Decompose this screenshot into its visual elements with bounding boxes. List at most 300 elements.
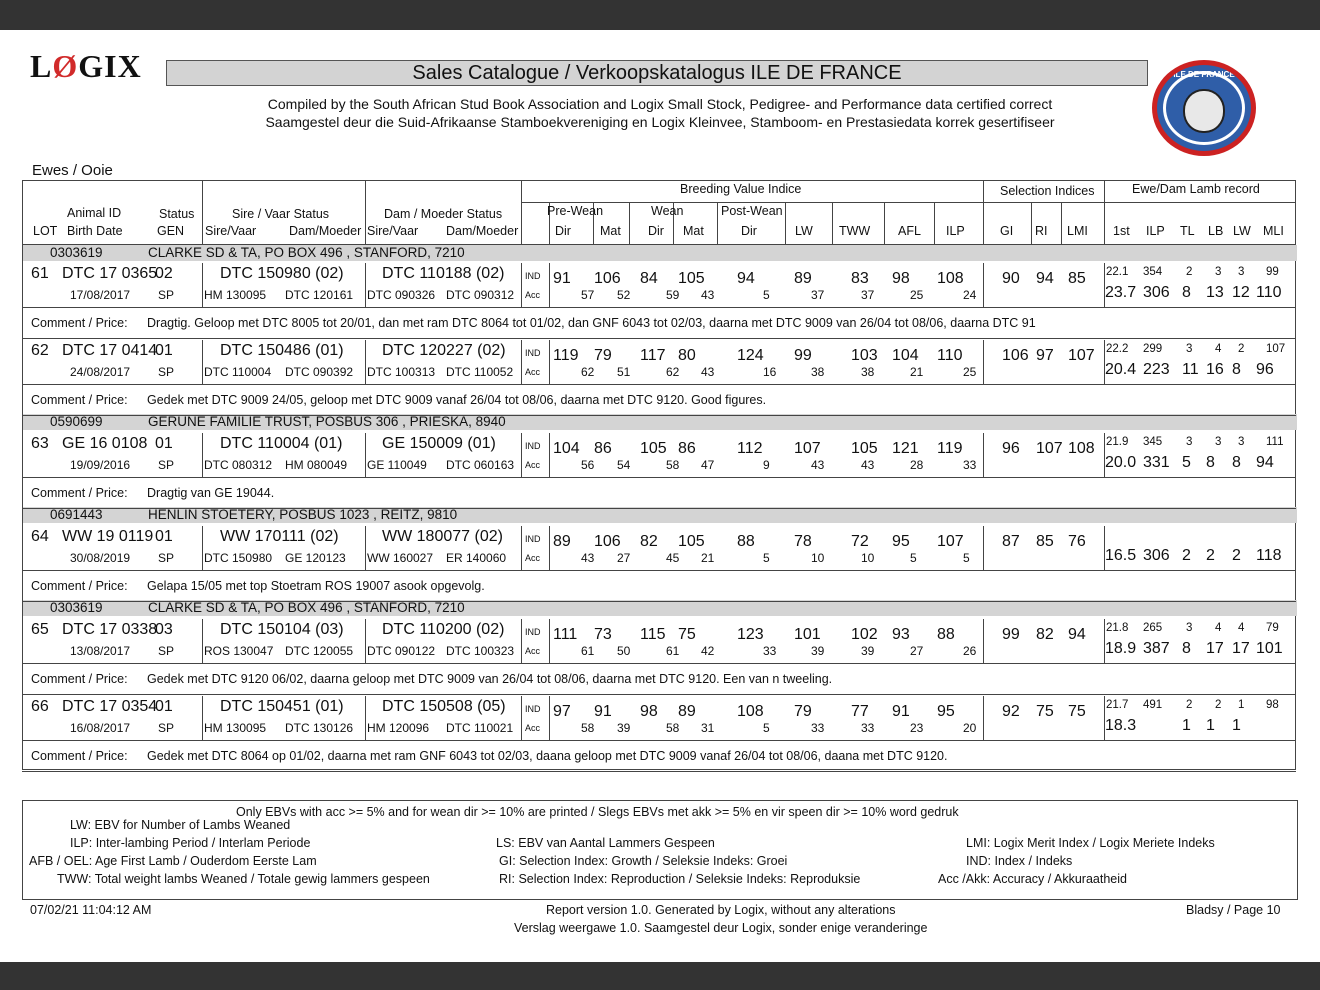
col-lot: LOT: [33, 224, 58, 238]
ewe-record-1: 2: [1215, 699, 1222, 711]
ind-label: IND: [525, 704, 541, 714]
ebv-index: 88: [737, 533, 755, 550]
ewe-record-1: 1: [1238, 699, 1245, 711]
acc-label: Acc: [525, 723, 541, 733]
animal-id: GE 16 0108: [62, 435, 148, 452]
lmi-index: 94: [1068, 626, 1086, 643]
ebv-index: 86: [678, 440, 696, 457]
ebv-accuracy: 33: [811, 721, 825, 735]
ebv-accuracy: 47: [701, 458, 715, 472]
comment-label: Comment / Price:: [31, 749, 128, 763]
col-animal-id: Animal ID: [67, 206, 122, 220]
legend-ilp: ILP: Inter-lambing Period / Interlam Periode: [70, 836, 311, 850]
ebv-accuracy: 43: [701, 365, 715, 379]
ewe-record-1: 3: [1215, 266, 1222, 278]
lmi-index: 107: [1068, 347, 1095, 364]
dam-of-sire: GE 120123: [285, 551, 346, 565]
ebv-accuracy: 5: [763, 551, 770, 565]
grid-line: [202, 263, 203, 307]
legend-lmi: LMI: Logix Merit Index / Logix Meriete Indeks: [966, 836, 1215, 850]
animal-status: 01: [155, 528, 173, 545]
grid-line: [22, 601, 1296, 602]
col-lw: LW: [795, 224, 813, 238]
ebv-index: 104: [892, 347, 919, 364]
ewe-record-1: 111: [1266, 436, 1284, 448]
ewe-record-1: 79: [1266, 622, 1279, 634]
comment-text: Gelapa 15/05 met top Stoetram ROS 19007 asook opgevolg.: [147, 579, 485, 593]
grid-line: [365, 433, 366, 477]
grid-line: [521, 340, 522, 384]
dam-status: DTC 110188 (02): [382, 265, 505, 282]
comment-text: Dragtig. Geloop met DTC 8005 tot 20/01, dan met ram DTC 8064 tot 01/02, dan GNF 6043 tot 02/03, daarna met DTC 9009 van 26/04 tot 08/06, daarna DTC 91: [147, 316, 1036, 330]
sire-of-dam: WW 160027: [367, 551, 434, 565]
gen: SP: [158, 288, 175, 302]
dam-of-sire: DTC 090392: [285, 365, 354, 379]
ebv-accuracy: 58: [581, 721, 595, 735]
sire-status: WW 170111 (02): [220, 528, 339, 545]
col-pre-wean: Pre-Wean: [547, 204, 604, 218]
ewe-record-1: 354: [1143, 266, 1163, 278]
gen: SP: [158, 458, 175, 472]
col-mat: Mat: [600, 224, 621, 238]
ewe-record-2: 16: [1206, 361, 1224, 378]
breeding-value-header: Breeding Value Indice: [680, 182, 802, 196]
sire-status: DTC 150104 (03): [220, 621, 344, 638]
selection-indices-header: Selection Indices: [1000, 184, 1095, 198]
dam-status: GE 150009 (01): [382, 435, 496, 452]
ebv-index: 107: [937, 533, 964, 550]
grid-line: [365, 263, 366, 307]
grid-line: [983, 263, 984, 307]
lot-number: 66: [31, 698, 49, 715]
bottom-bar: [0, 962, 1320, 990]
grid-line: [22, 570, 1296, 571]
sire-of-sire: DTC 150980: [204, 551, 273, 565]
ind-label: IND: [525, 271, 541, 281]
ebv-accuracy: 33: [963, 458, 977, 472]
ebv-accuracy: 42: [701, 644, 715, 658]
ewe-record-1: 3: [1215, 436, 1222, 448]
dam-of-sire: HM 080049: [285, 458, 348, 472]
acc-label: Acc: [525, 367, 541, 377]
sire-of-dam: DTC 090326: [367, 288, 436, 302]
col-mat: Mat: [683, 224, 704, 238]
ebv-accuracy: 10: [811, 551, 825, 565]
ebv-index: 79: [594, 347, 612, 364]
ebv-index: 89: [678, 703, 696, 720]
col-sire-vaar-2: Sire/Vaar: [367, 224, 419, 238]
ewe-record-1: 21.9: [1106, 436, 1129, 448]
col-birth-date: Birth Date: [67, 224, 123, 238]
dam-status: DTC 110200 (02): [382, 621, 505, 638]
col-dam-status: Dam / Moeder Status: [384, 207, 503, 221]
col-tww: TWW: [839, 224, 871, 238]
col-sire-status: Sire / Vaar Status: [232, 207, 330, 221]
ewe-record-2: 20.4: [1105, 361, 1137, 378]
ebv-index: 91: [553, 270, 571, 287]
ebv-accuracy: 56: [581, 458, 595, 472]
ebv-index: 97: [553, 703, 571, 720]
ewe-record-2: 17: [1232, 640, 1250, 657]
grid-line: [1031, 202, 1032, 244]
ebv-accuracy: 62: [666, 365, 680, 379]
birth-date: 19/09/2016: [70, 458, 131, 472]
ewe-record-2: 20.0: [1105, 454, 1137, 471]
grid-line: [22, 338, 1296, 339]
acc-label: Acc: [525, 460, 541, 470]
ewe-record-2: 306: [1143, 284, 1170, 301]
ewe-record-1: 265: [1143, 622, 1163, 634]
grid-line: [549, 340, 550, 384]
ewe-record-2: 8: [1232, 361, 1241, 378]
dam-status: WW 180077 (02): [382, 528, 503, 545]
ebv-accuracy: 21: [701, 551, 715, 565]
animal-status: 03: [155, 621, 173, 638]
gi-index: 96: [1002, 440, 1020, 457]
legend-gi: GI: Selection Index: Growth / Seleksie Indeks: Groei: [499, 854, 788, 868]
lmi-index: 108: [1068, 440, 1095, 457]
ebv-index: 110: [937, 347, 963, 364]
sire-status: DTC 110004 (01): [220, 435, 343, 452]
owner-band: [23, 414, 1297, 430]
ebv-accuracy: 58: [666, 458, 680, 472]
ebv-accuracy: 39: [811, 644, 825, 658]
ebv-accuracy: 45: [666, 551, 680, 565]
legend-ri: RI: Selection Index: Reproduction / Seleksie Indeks: Reproduksie: [499, 872, 861, 886]
ewe-lamb-record-header: Ewe/Dam Lamb record: [1132, 182, 1260, 196]
col-ri: RI: [1035, 224, 1048, 238]
ewe-record-1: 2: [1186, 699, 1193, 711]
ewe-record-2: 387: [1143, 640, 1170, 657]
ewe-record-2: 5: [1182, 454, 1191, 471]
grid-line: [22, 508, 1296, 509]
ebv-accuracy: 27: [617, 551, 631, 565]
ebv-index: 95: [937, 703, 955, 720]
grid-line: [521, 619, 522, 663]
birth-date: 13/08/2017: [70, 644, 131, 658]
lot-number: 61: [31, 265, 49, 282]
dam-of-dam: DTC 110021: [446, 721, 514, 735]
ebv-index: 91: [892, 703, 910, 720]
grid-line: [549, 526, 550, 570]
ebv-index: 80: [678, 347, 696, 364]
report-date: 07/02/21 11:04:12 AM: [30, 903, 152, 917]
ebv-index: 75: [678, 626, 696, 643]
ebv-accuracy: 28: [910, 458, 924, 472]
ebv-index: 91: [594, 703, 612, 720]
grid-line: [521, 433, 522, 477]
col-post-wean: Post-Wean: [721, 204, 783, 218]
ebv-index: 89: [794, 270, 812, 287]
ebv-accuracy: 43: [581, 551, 595, 565]
ebv-accuracy: 5: [910, 551, 917, 565]
dam-of-dam: ER 140060: [446, 551, 507, 565]
col-wean: Wean: [651, 204, 684, 218]
ebv-accuracy: 26: [963, 644, 977, 658]
lot-number: 63: [31, 435, 49, 452]
ewe-record-2: 16.5: [1105, 547, 1137, 564]
ewe-record-2: 223: [1143, 361, 1170, 378]
ewe-record-2: 8: [1232, 454, 1241, 471]
ri-index: 82: [1036, 626, 1054, 643]
ebv-index: 115: [640, 626, 666, 643]
birth-date: 16/08/2017: [70, 721, 131, 735]
gi-index: 90: [1002, 270, 1020, 287]
ewe-record-2: 2: [1232, 547, 1241, 564]
animal-status: 02: [155, 265, 173, 282]
ebv-index: 107: [794, 440, 821, 457]
comment-label: Comment / Price:: [31, 393, 128, 407]
grid-line: [22, 740, 1296, 741]
ewe-record-1: 3: [1186, 436, 1193, 448]
ebv-index: 111: [553, 626, 578, 643]
ebv-index: 123: [737, 626, 764, 643]
grid-line: [884, 202, 885, 244]
grid-line: [365, 526, 366, 570]
col-afl: AFL: [898, 224, 921, 238]
ebv-index: 89: [553, 533, 571, 550]
ebv-index: 103: [851, 347, 878, 364]
ewe-record-1: 299: [1143, 343, 1163, 355]
grid-line: [365, 619, 366, 663]
catalogue-title: Sales Catalogue / Verkoopskatalogus ILE DE FRANCE: [166, 60, 1148, 86]
grid-line: [365, 696, 366, 740]
grid-line: [22, 694, 1296, 695]
ewe-record-1: 3: [1238, 436, 1245, 448]
ebv-index: 98: [892, 270, 910, 287]
lot-number: 65: [31, 621, 49, 638]
ebv-accuracy: 5: [763, 288, 770, 302]
grid-line: [365, 180, 366, 244]
ewe-record-1: 98: [1266, 699, 1279, 711]
dam-of-sire: DTC 120161: [285, 288, 354, 302]
grid-line: [521, 180, 522, 244]
birth-date: 30/08/2019: [70, 551, 131, 565]
ebv-accuracy: 61: [666, 644, 680, 658]
col-gen: GEN: [157, 224, 185, 238]
ebv-accuracy: 57: [581, 288, 595, 302]
owner-code: 0303619: [50, 600, 103, 615]
grid-line: [22, 415, 1296, 416]
report-version-af: Verslag weergawe 1.0. Saamgestel deur Logix, sonder enige veranderinge: [514, 921, 928, 935]
owner-code: 0590699: [50, 414, 103, 429]
dam-of-dam: DTC 060163: [446, 458, 515, 472]
col-ilp: ILP: [946, 224, 965, 238]
sire-of-sire: DTC 080312: [204, 458, 273, 472]
ebv-accuracy: 5: [763, 721, 770, 735]
ind-label: IND: [525, 348, 541, 358]
gi-index: 92: [1002, 703, 1020, 720]
owner-band: [23, 600, 1297, 616]
section-title: Ewes / Ooie: [32, 162, 113, 179]
gi-index: 87: [1002, 533, 1020, 550]
birth-date: 17/08/2017: [70, 288, 131, 302]
ebv-accuracy: 27: [910, 644, 924, 658]
owner-name: GERUNE FAMILIE TRUST, POSBUS 306 , PRIESKA, 8940: [148, 414, 506, 429]
ewe-record-2: 1: [1232, 717, 1241, 734]
sire-of-sire: HM 130095: [204, 721, 267, 735]
ile-de-france-badge: ILE DE FRANCE: [1152, 60, 1256, 156]
sire-status: DTC 150980 (02): [220, 265, 344, 282]
top-bar: [0, 0, 1320, 30]
grid-line: [22, 771, 1296, 772]
grid-line: [521, 526, 522, 570]
ri-index: 107: [1036, 440, 1063, 457]
ebv-index: 95: [892, 533, 910, 550]
col-dir: Dir: [648, 224, 664, 238]
ebv-index: 84: [640, 270, 658, 287]
col-dir: Dir: [555, 224, 571, 238]
ebv-index: 88: [937, 626, 955, 643]
ewe-record-1: 107: [1266, 343, 1286, 355]
owner-band: [23, 245, 1297, 261]
ebv-accuracy: 39: [861, 644, 875, 658]
ebv-accuracy: 39: [617, 721, 631, 735]
animal-id: DTC 17 0338: [62, 621, 158, 638]
grid-line: [549, 263, 550, 307]
grid-line: [521, 202, 983, 203]
col-lb: LB: [1208, 224, 1224, 238]
ewe-record-2: 18.9: [1105, 640, 1137, 657]
ewe-record-1: 491: [1143, 699, 1163, 711]
comment-text: Gedek met DTC 9009 24/05, geloop met DTC 9009 vanaf 26/04 tot 08/06, daarna met DTC 9120. Good figures.: [147, 393, 767, 407]
grid-line: [934, 202, 935, 244]
sire-of-dam: GE 110049: [367, 458, 427, 472]
grid-line: [22, 384, 1296, 385]
grid-line: [202, 526, 203, 570]
col-ewe-ilp: ILP: [1146, 224, 1165, 238]
ind-label: IND: [525, 534, 541, 544]
ewe-record-1: 22.1: [1106, 266, 1129, 278]
grid-line: [983, 202, 984, 244]
gen: SP: [158, 644, 175, 658]
ewe-record-2: 12: [1232, 284, 1250, 301]
ebv-accuracy: 9: [763, 458, 770, 472]
col-ewe-lw: LW: [1233, 224, 1251, 238]
ebv-accuracy: 38: [811, 365, 825, 379]
ebv-index: 124: [737, 347, 764, 364]
legend-tww: TWW: Total weight lambs Weaned / Totale gewig lammers gespeen: [57, 872, 430, 886]
grid-line: [983, 526, 984, 570]
col-dam-moeder-2: Dam/Moeder: [446, 224, 519, 238]
grid-line: [1104, 180, 1105, 244]
ewe-record-1: 22.2: [1106, 343, 1129, 355]
ebv-accuracy: 37: [861, 288, 875, 302]
ebv-accuracy: 62: [581, 365, 595, 379]
grid-line: [549, 433, 550, 477]
ebv-accuracy: 52: [617, 288, 631, 302]
ewe-record-1: 21.7: [1106, 699, 1129, 711]
animal-id: WW 19 0119: [62, 528, 154, 545]
dam-of-dam: DTC 100323: [446, 644, 515, 658]
grid-line: [717, 202, 718, 244]
gen: SP: [158, 551, 175, 565]
gi-index: 99: [1002, 626, 1020, 643]
ebv-index: 119: [553, 347, 579, 364]
grid-line: [983, 340, 984, 384]
ewe-record-1: 4: [1215, 622, 1222, 634]
grid-line: [521, 696, 522, 740]
sire-of-dam: DTC 100313: [367, 365, 436, 379]
comment-text: Gedek met DTC 9120 06/02, daarna geloop met DTC 9009 van 26/04 tot 08/06, daarna met DTC 9120. Een van n tweeling.: [147, 672, 833, 686]
sire-of-sire: HM 130095: [204, 288, 267, 302]
sire-of-sire: ROS 130047: [204, 644, 274, 658]
ewe-record-1: 3: [1186, 343, 1193, 355]
animal-status: 01: [155, 435, 173, 452]
comment-label: Comment / Price:: [31, 486, 128, 500]
comment-text: Gedek met DTC 8064 op 01/02, daarna met ram GNF 6043 tot 02/03, daana geloop met DTC 9009 vanaf 26/04 tot 08/06, daana met DTC 9120.: [147, 749, 948, 763]
ewe-record-2: 8: [1182, 284, 1191, 301]
grid-line: [521, 263, 522, 307]
grid-line: [202, 180, 203, 244]
ebv-index: 73: [594, 626, 612, 643]
ewe-record-2: 110: [1256, 284, 1282, 301]
ind-label: IND: [525, 627, 541, 637]
ebv-index: 105: [678, 270, 705, 287]
acc-label: Acc: [525, 646, 541, 656]
ebv-accuracy: 25: [963, 365, 977, 379]
ebv-accuracy: 23: [910, 721, 924, 735]
ebv-accuracy: 33: [861, 721, 875, 735]
ebv-index: 112: [737, 440, 763, 457]
ind-label: IND: [525, 441, 541, 451]
ebv-index: 77: [851, 703, 869, 720]
ebv-accuracy: 50: [617, 644, 631, 658]
sire-of-sire: DTC 110004: [204, 365, 272, 379]
ewe-record-2: 1: [1206, 717, 1215, 734]
ebv-index: 106: [594, 270, 621, 287]
ebv-accuracy: 5: [963, 551, 970, 565]
ewe-record-2: 13: [1206, 284, 1224, 301]
grid-line: [22, 307, 1296, 308]
ewe-record-2: 23.7: [1105, 284, 1137, 301]
ebv-index: 104: [553, 440, 580, 457]
grid-line: [1061, 202, 1062, 244]
legend-afb: AFB / OEL: Age First Lamb / Ouderdom Eerste Lam: [29, 854, 317, 868]
grid-line: [22, 477, 1296, 478]
animal-id: DTC 17 0354: [62, 698, 158, 715]
legend-lw: LW: EBV for Number of Lambs Weaned: [70, 818, 291, 832]
ewe-record-1: 4: [1238, 622, 1245, 634]
ebv-index: 101: [794, 626, 821, 643]
ewe-record-2: 306: [1143, 547, 1170, 564]
col-mli: MLI: [1263, 224, 1284, 238]
grid-line: [202, 340, 203, 384]
comment-label: Comment / Price:: [31, 316, 128, 330]
compiled-en: Compiled by the South African Stud Book Association and Logix Small Stock, Pedigree- and Performance data certified correct: [267, 96, 1053, 112]
ebv-index: 106: [594, 533, 621, 550]
animal-status: 01: [155, 342, 173, 359]
ebv-index: 108: [737, 703, 764, 720]
col-sire-vaar: Sire/Vaar: [205, 224, 257, 238]
ebv-index: 105: [851, 440, 878, 457]
grid-line: [983, 619, 984, 663]
ewe-record-2: 2: [1206, 547, 1215, 564]
ebv-index: 86: [594, 440, 612, 457]
ewe-record-2: 96: [1256, 361, 1274, 378]
ebv-index: 82: [640, 533, 658, 550]
ewe-record-2: 331: [1143, 454, 1170, 471]
legend-acc: Acc /Akk: Accuracy / Akkuraatheid: [938, 872, 1127, 886]
ebv-index: 99: [794, 347, 812, 364]
ebv-accuracy: 38: [861, 365, 875, 379]
ebv-index: 79: [794, 703, 812, 720]
dam-status: DTC 120227 (02): [382, 342, 506, 359]
ebv-accuracy: 21: [910, 365, 924, 379]
ewe-record-1: 2: [1186, 266, 1193, 278]
lmi-index: 85: [1068, 270, 1086, 287]
ebv-accuracy: 20: [963, 721, 977, 735]
